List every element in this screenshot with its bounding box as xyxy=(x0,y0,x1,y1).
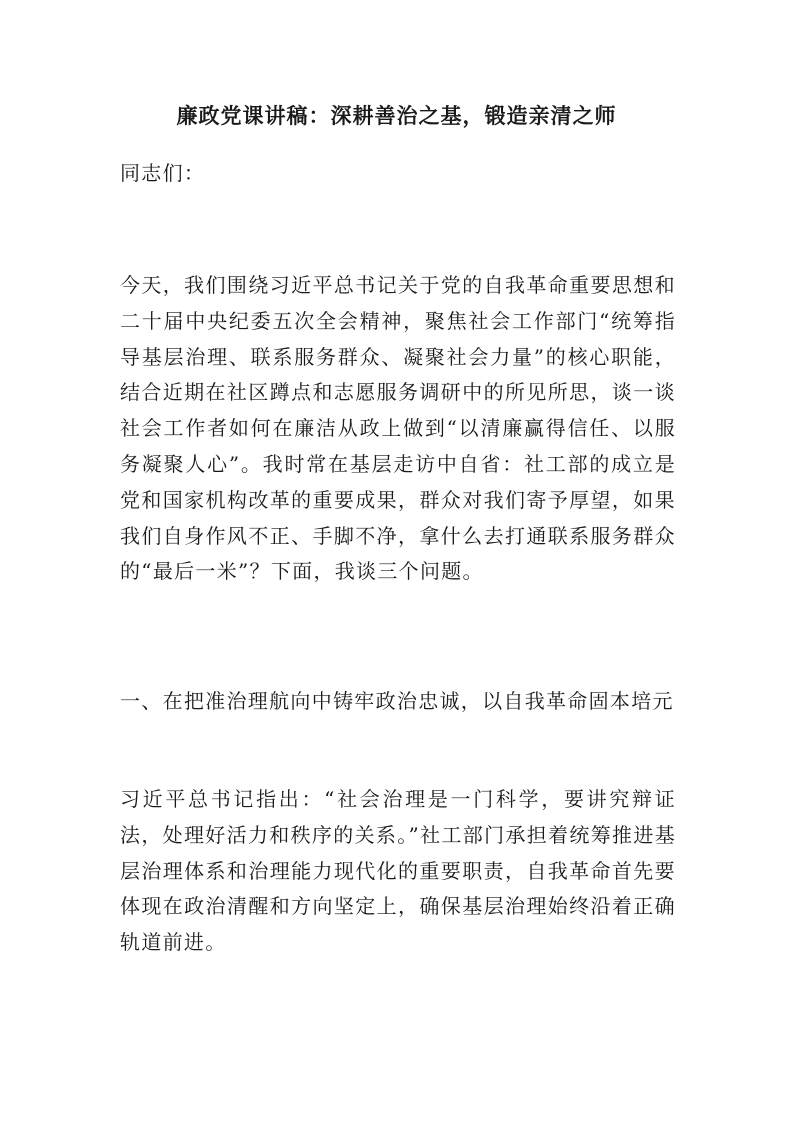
paragraph-section-1: 习近平总书记指出：“社会治理是一门科学，要讲究辩证法，处理好活力和秩序的关系。”社工部门承担着统筹推进基层治理体系和治理能力现代化的重要职责，自我革命首先要体现在政治清醒和方向坚定上，确保基层治理始终沿着正确轨道前进。 xyxy=(120,787,676,955)
document-title: 廉政党课讲稿：深耕善治之基，锻造亲清之师 xyxy=(176,103,617,128)
section-heading-1: 一、在把准治理航向中铸牢政治忠诚，以自我革命固本培元 xyxy=(120,689,674,713)
paragraph-intro: 今天，我们围绕习近平总书记关于党的自我革命重要思想和二十届中央纪委五次全会精神，聚焦社会工作部门“统筹指导基层治理、联系服务群众、凝聚社会力量”的核心职能，结合近期在社区蹲点和志愿服务调研中的所见所思，谈一谈社会工作者如何在廉洁从政上做到“以清廉赢得信任、以服务凝聚人心”。我时常在基层走访中自省：社工部的成立是党和国家机构改革的重要成果，群众对我们寄予厚望，如果我们自身作风不正、手脚不净，拿什么去打通联系服务群众的“最后一米”？下面，我谈三个问题。 xyxy=(120,273,676,584)
salutation: 同志们： xyxy=(120,161,206,185)
